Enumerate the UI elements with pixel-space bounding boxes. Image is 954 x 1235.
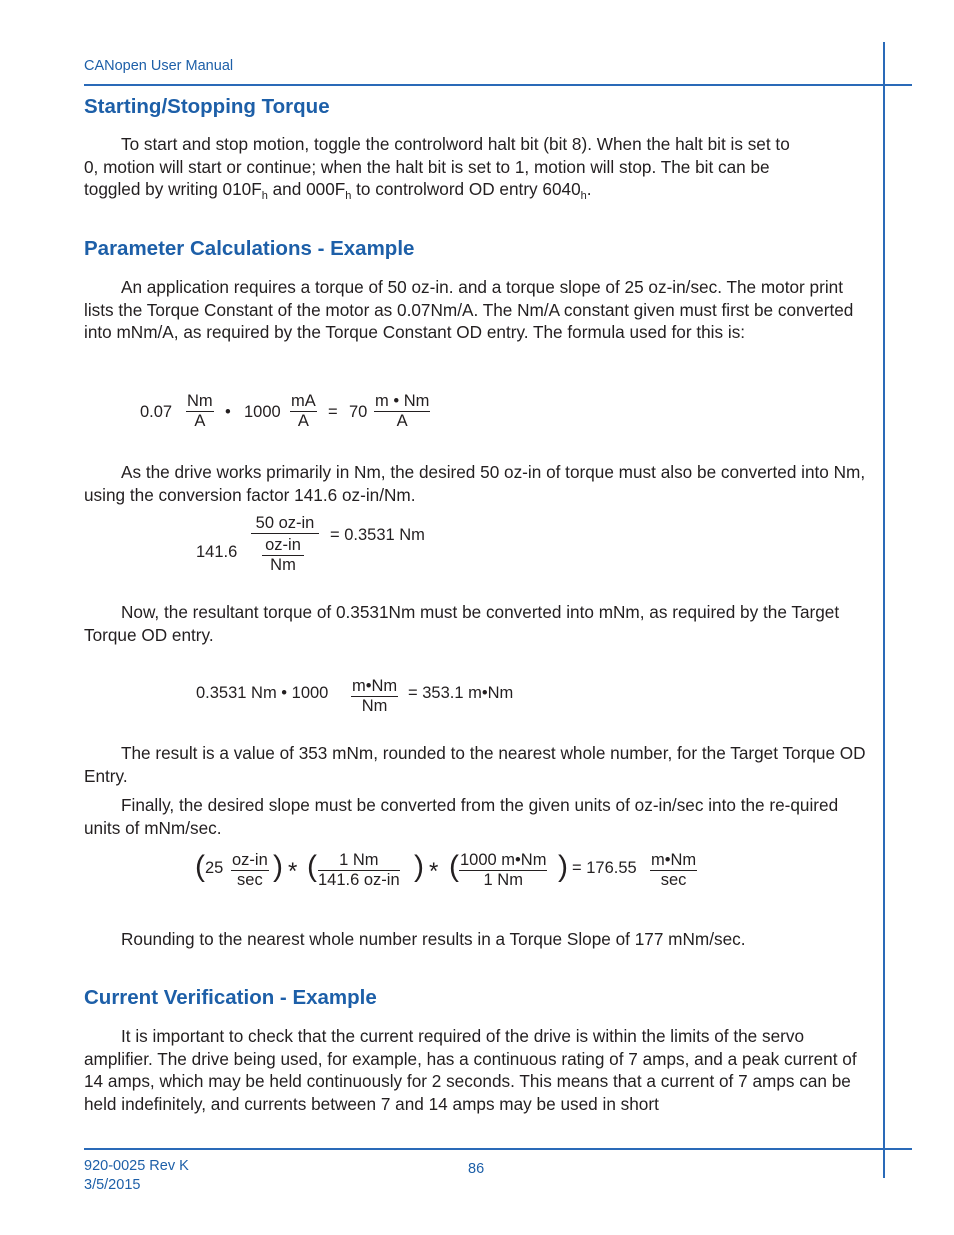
footer-doc-number: 920-0025 Rev K [84, 1158, 189, 1174]
footer-date: 3/5/2015 [84, 1177, 141, 1193]
paragraph-result-353: The result is a value of 353 mNm, rounded to the nearest whole number, for the Target Torque OD Entry. [84, 743, 866, 786]
running-header: CANopen User Manual [84, 58, 234, 74]
paragraph-current-limits: It is important to check that the current required of the drive is within the limits of the servo amplifier. The drive being used, for example, has a continuous rating of 7 amps, and a peak current of 14 amps, which may be held continuously for 2 seconds. This means that a current of 7 amps can be held indefinitely, and currents between 7 and 14 amps may be used in short [84, 1026, 857, 1114]
footer-rule [84, 1148, 912, 1150]
paragraph-rounding: Rounding to the nearest whole number results in a Torque Slope of 177 mNm/sec. [121, 929, 746, 949]
margin-rule [883, 42, 885, 1178]
section-heading-starting-stopping: Starting/Stopping Torque [84, 95, 330, 118]
header-rule [84, 84, 912, 86]
section-heading-current-verification: Current Verification - Example [84, 986, 377, 1009]
paragraph-convert-mnm: Now, the resultant torque of 0.3531Nm must be converted into mNm, as required by the Target Torque OD entry. [84, 602, 840, 645]
paragraph-application: An application requires a torque of 50 oz-in. and a torque slope of 25 oz-in/sec. The motor print lists the Torque Constant of the motor as 0.07Nm/A. The Nm/A constant given must first be converted into mNm/A, as required by the Torque Constant OD entry. The formula used for this is: [84, 277, 854, 343]
paragraph-convert-nm: As the drive works primarily in Nm, the desired 50 oz-in of torque must also be converted into Nm, using the conversion factor 141.6 oz-in/Nm. [84, 462, 866, 505]
paragraph-slope: Finally, the desired slope must be converted from the given units of oz-in/sec into the re-quired units of mNm/sec. [84, 795, 839, 838]
section-heading-parameter-calculations: Parameter Calculations - Example [84, 237, 415, 260]
paragraph-halt-bit: To start and stop motion, toggle the controlword halt bit (bit 8). When the halt bit is set to 0, motion will start or continue; when the halt bit is set to 1, motion will stop. The bit can be toggled by writing $010F_h$ and $000F_h$ to controlword OD entry $6040_h$. [84, 134, 790, 203]
page-number: 86 [468, 1161, 485, 1177]
